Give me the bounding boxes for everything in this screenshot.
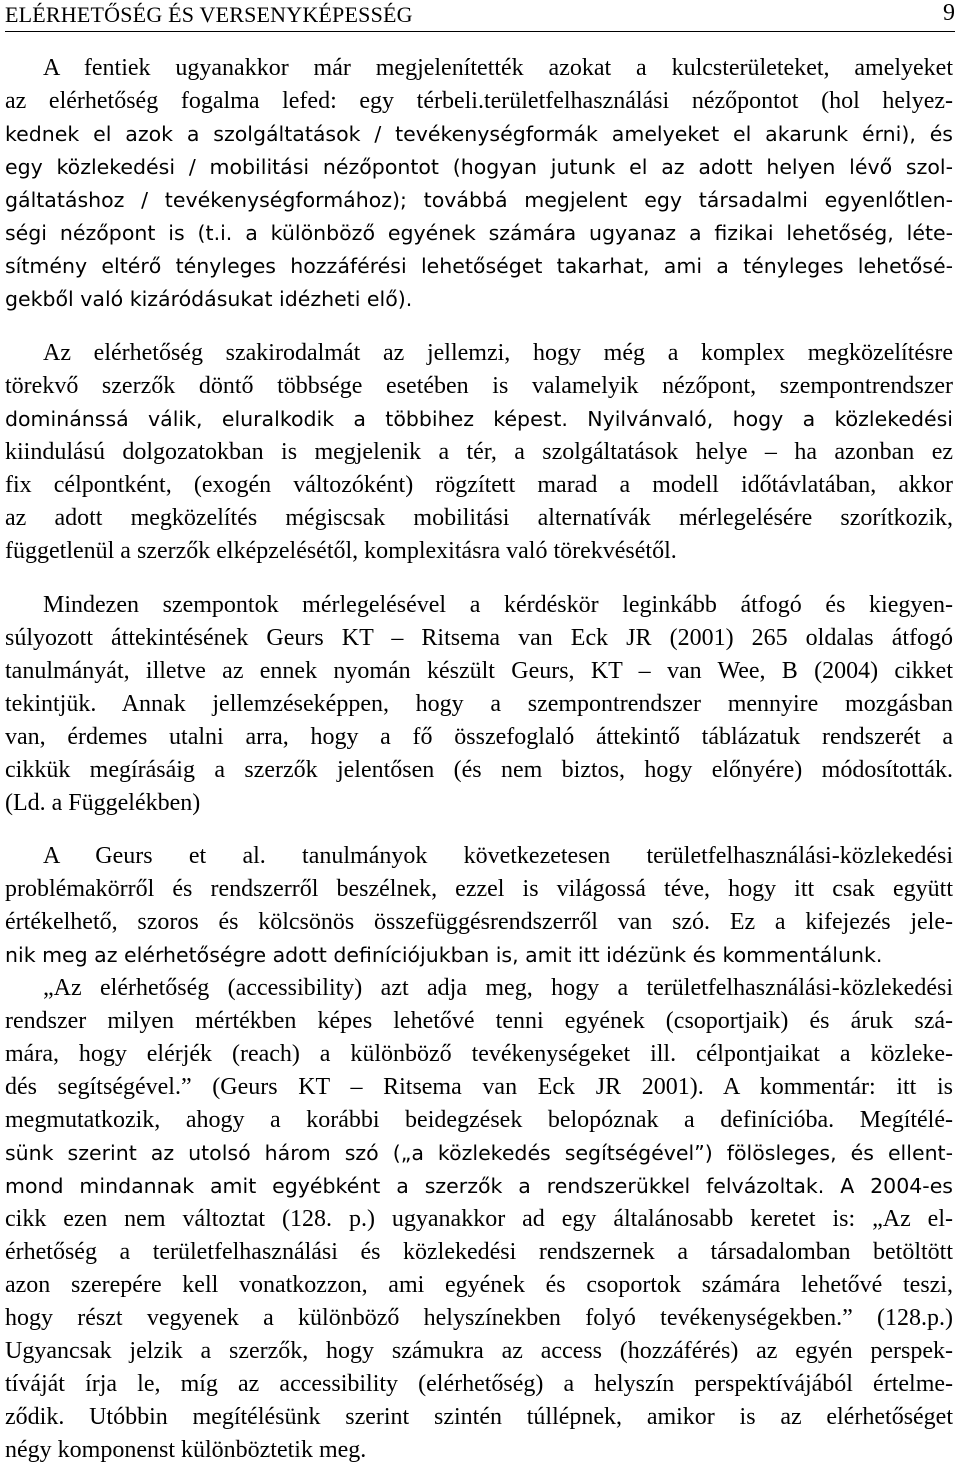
text-line: gekből való kizáródásukat idézheti elő).: [5, 287, 413, 311]
text-line: érhetőség a területfelhasználási és közlekedési rendszernek a társadalomban betöltött: [5, 1239, 953, 1265]
text-line: van, érdemes utalni arra, hogy a fő összefoglaló áttekintő táblázatuk rendszerét a: [5, 724, 953, 750]
text-line: ződik. Utóbbin megítélésünk szerint szintén túllépnek, amikor is az elérhetőséget: [5, 1404, 953, 1430]
text-line: A Geurs et al. tanulmányok következetesen területfelhasználási-közlekedési: [43, 843, 953, 869]
text-line: fix célpontként, (exogén változóként) rögzített marad a modell időtávlatában, akkor: [5, 472, 953, 498]
paragraph-block: [5, 589, 953, 820]
text-line: Ugyancsak jelzik a szerzők, hogy számukra az access (hozzáférés) az egyén perspek-: [5, 1338, 953, 1364]
paragraph-block: [5, 972, 953, 1137]
paragraph-block: [5, 118, 953, 316]
paragraph-block: [5, 1203, 953, 1467]
text-line: cikk ezen nem változtat (128. p.) ugyanakkor ad egy általánosabb keretet is: „Az el-: [5, 1206, 953, 1232]
paragraph-block: [5, 436, 953, 568]
text-line: cikkük megírásáig a szerzők jelentősen (és nem biztos, hogy előnyére) módosították.: [5, 757, 953, 783]
text-line: mára, hogy elérjék (reach) a különböző tevékenységeket ill. célpontjaikat a közleke-: [5, 1041, 953, 1067]
text-line: tíváját írja le, míg az accessibility (elérhetőség) a helyszín perspektívájából értelme-: [5, 1371, 953, 1397]
text-line: ségi nézőpont is (t.i. a különböző egyének számára ugyanaz a fizikai lehetőség, léte-: [5, 221, 953, 245]
text-line: problémakörről és rendszerről beszélnek, ezzel is világossá téve, hogy itt csak együtt: [5, 876, 953, 902]
text-line: megmutatkozik, ahogy a korábbi beidegzések belopóznak a definícióba. Megítélé-: [5, 1107, 953, 1133]
text-line: dés segítségével.” (Geurs KT – Ritsema van Eck JR 2001). A kommentár: itt is: [5, 1074, 953, 1100]
paragraph-block: [5, 52, 953, 118]
text-line: függetlenül a szerzők elképzelésétől, komplexitásra való törekvésétől.: [5, 538, 677, 564]
paragraph-block: [5, 403, 953, 436]
text-line: sítmény eltérő tényleges hozzáférési lehetőséget takarhat, ami a tényleges lehetősé-: [5, 254, 953, 278]
text-line: dominánssá válik, eluralkodik a többihez képest. Nyilvánvaló, hogy a közlekedési: [5, 407, 953, 431]
text-line: súlyozott áttekintésének Geurs KT – Ritsema van Eck JR (2001) 265 oldalas átfogó: [5, 625, 953, 651]
text-line: Mindezen szempontok mérlegelésével a kérdéskör leginkább átfogó és kiegyen-: [43, 592, 953, 618]
text-line: azon szerepére kell vonatkozzon, ami egyének és csoportok számára lehetővé teszi,: [5, 1272, 953, 1298]
paragraph-block: [5, 337, 953, 403]
text-line: mond mindannak amit egyébként a szerzők a rendszerükkel felvázoltak. A 2004-es: [5, 1174, 953, 1198]
text-line: Az elérhetőség szakirodalmát az jellemzi, hogy még a komplex megközelítésre: [43, 340, 953, 366]
text-line: törekvő szerzők döntő többsége esetében is valamelyik nézőpont, szempontrendszer: [5, 373, 953, 399]
paragraph-block: [5, 939, 953, 972]
text-line: rendszer milyen mértékben képes lehetővé tenni egyének (csoportjaik) és áruk szá-: [5, 1008, 953, 1034]
text-line: (Ld. a Függelékben): [5, 790, 201, 816]
text-line: kednek el azok a szolgáltatások / tevékenységformák amelyeket el akarunk érni), és: [5, 122, 953, 146]
text-line: A fentiek ugyanakkor már megjelenítették azokat a kulcsterületeket, amelyeket: [43, 55, 953, 81]
text-line: négy komponenst különböztetik meg.: [5, 1437, 367, 1463]
text-line: egy közlekedési / mobilitási nézőpontot (hogyan jutunk el az adott helyen lévő szol-: [5, 155, 953, 179]
text-line: értékelhető, szoros és kölcsönös összefüggésrendszerről van szó. Ez a kifejezés jele-: [5, 909, 953, 935]
paragraph-block: [5, 840, 953, 939]
text-line: hogy részt vegyenek a különböző helyszínekben folyó tevékenységekben.” (128.p.): [5, 1305, 953, 1331]
running-title: ELÉRHETŐSÉG ÉS VERSENYKÉPESSÉG: [5, 2, 413, 27]
text-line: gáltatáshoz / tevékenységformához); továbbá megjelent egy társadalmi egyenlőtlen-: [5, 188, 953, 212]
text-line: „Az elérhetőség (accessibility) azt adja meg, hogy a területfelhasználási-közlekedési: [43, 975, 953, 1001]
text-line: kiindulású dolgozatokban is megjelenik a tér, a szolgáltatások helye – ha azonban ez: [5, 439, 953, 465]
text-line: tekintjük. Annak jellemzéseképpen, hogy a szempontrendszer mennyire mozgásban: [5, 691, 953, 717]
text-line: nik meg az elérhetőségre adott definíciójukban is, amit itt idézünk és kommentálunk.: [5, 943, 883, 967]
text-line: tanulmányát, illetve az ennek nyomán készült Geurs, KT – van Wee, B (2004) cikket: [5, 658, 953, 684]
text-line: sünk szerint az utolsó három szó („a közlekedés segítségével”) fölösleges, és ellent-: [5, 1141, 953, 1165]
text-line: az adott megközelítés mégiscsak mobilitási alternatívák mérlegelésére szorítkozik,: [5, 505, 953, 531]
paragraph-block: [5, 1137, 953, 1203]
page-header: [5, 0, 955, 32]
page-number: 9: [943, 0, 955, 26]
text-line: az elérhetőség fogalma lefed: egy térbeli.területfelhasználási nézőpontot (hol helyez-: [5, 88, 953, 114]
